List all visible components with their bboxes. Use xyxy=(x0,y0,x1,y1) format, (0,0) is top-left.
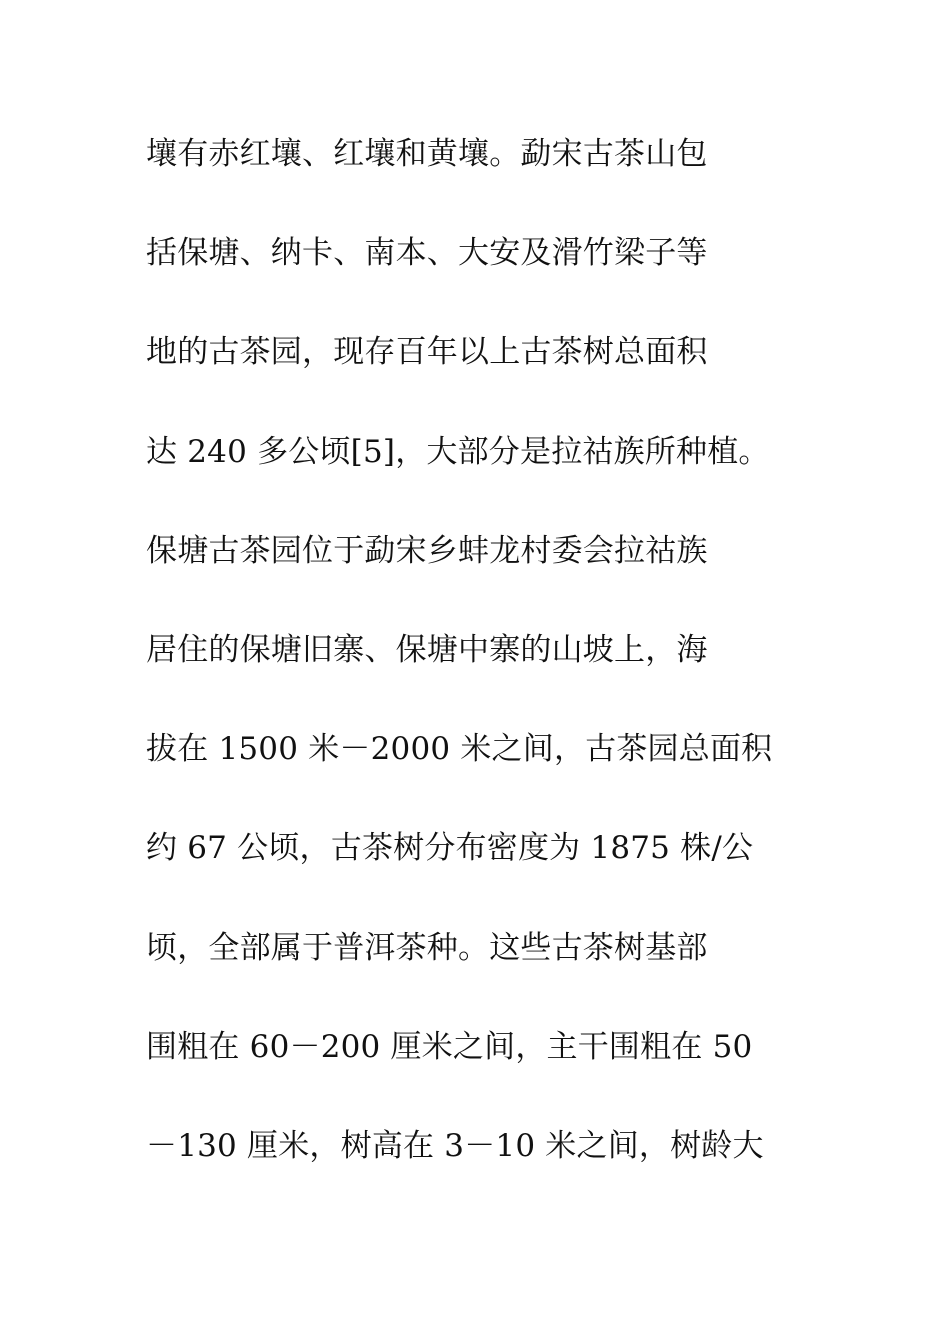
text-line-3: 地的古茶园，现存百年以上古茶树总面积 xyxy=(146,334,708,371)
text-line-2: 括保塘、纳卡、南本、大安及滑竹梁子等 xyxy=(146,235,708,272)
text-line-9: 顷，全部属于普洱茶种。这些古茶树基部 xyxy=(146,929,708,966)
text-line-10: 围粗在 60－200 厘米之间，主干围粗在 50 xyxy=(146,1028,753,1065)
text-line-8: 约 67 公顷，古茶树分布密度为 1875 株/公 xyxy=(146,830,754,867)
text-line-7: 拔在 1500 米－2000 米之间，古茶园总面积 xyxy=(146,731,773,768)
text-line-5: 保塘古茶园位于勐宋乡蚌龙村委会拉祜族 xyxy=(146,532,708,569)
text-line-6: 居住的保塘旧寨、保塘中寨的山坡上，海 xyxy=(146,631,708,668)
text-line-4: 达 240 多公顷[5]，大部分是拉祜族所种植。 xyxy=(146,433,770,470)
text-line-1: 壤有赤红壤、红壤和黄壤。勐宋古茶山包 xyxy=(146,136,708,172)
text-line-11: －130 厘米，树高在 3－10 米之间，树龄大 xyxy=(146,1127,764,1164)
body-text xyxy=(146,126,846,1217)
